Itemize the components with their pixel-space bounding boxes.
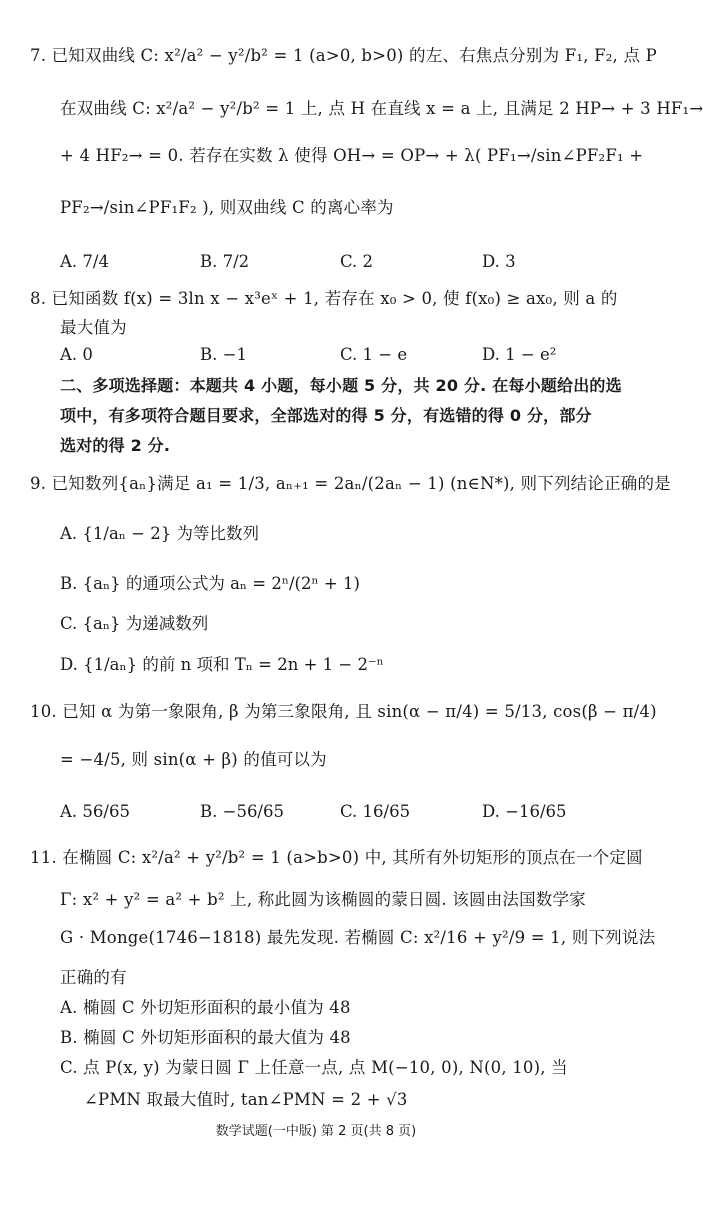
q11-line-1: 11. 在椭圆 C: x²/a² + y²/b² = 1 (a>b>0) 中, 其所有外切矩形的顶点在一个定圆 xyxy=(30,848,643,867)
q10-option-a: A. 56/65 xyxy=(60,802,130,821)
q9-option-a: A. {1/aₙ − 2} 为等比数列 xyxy=(60,524,259,543)
q8-option-d: D. 1 − e² xyxy=(482,345,557,364)
section-2-heading-line-3: 选对的得 2 分. xyxy=(60,436,171,455)
q7-option-a: A. 7/4 xyxy=(60,252,109,271)
q11-line-2: Γ: x² + y² = a² + b² 上, 称此圆为该椭圆的蒙日圆. 该圆由法国数学家 xyxy=(60,890,586,909)
q10-line-2: = −4/5, 则 sin(α + β) 的值可以为 xyxy=(60,750,327,769)
q11-line-3: G · Monge(1746−1818) 最先发现. 若椭圆 C: x²/16 + y²/9 = 1, 则下列说法 xyxy=(60,928,656,947)
q8-option-a: A. 0 xyxy=(60,345,93,364)
q10-line-1: 10. 已知 α 为第一象限角, β 为第三象限角, 且 sin(α − π/4) = 5/13, cos(β − π/4) xyxy=(30,702,657,721)
q8-option-b: B. −1 xyxy=(200,345,247,364)
q10-option-b: B. −56/65 xyxy=(200,802,284,821)
q9-option-d: D. {1/aₙ} 的前 n 项和 Tₙ = 2n + 1 − 2⁻ⁿ xyxy=(60,655,384,674)
q10-option-c: C. 16/65 xyxy=(340,802,411,821)
q8-line-1: 8. 已知函数 f(x) = 3ln x − x³eˣ + 1, 若存在 x₀ > 0, 使 f(x₀) ≥ ax₀, 则 a 的 xyxy=(30,289,618,308)
q7-line-1: 7. 已知双曲线 C: x²/a² − y²/b² = 1 (a>0, b>0) 的左、右焦点分别为 F₁, F₂, 点 P xyxy=(30,46,657,65)
q11-option-c-line-2: ∠PMN 取最大值时, tan∠PMN = 2 + √3 xyxy=(84,1090,408,1109)
q7-option-b: B. 7/2 xyxy=(200,252,250,271)
q7-line-3: + 4 HF₂→ = 0. 若存在实数 λ 使得 OH→ = OP→ + λ( PF₁→/sin∠PF₂F₁ + xyxy=(60,146,644,165)
section-2-heading-line-1: 二、多项选择题：本题共 4 小题，每小题 5 分，共 20 分. 在每小题给出的选 xyxy=(60,376,622,395)
section-2-heading-line-2: 项中，有多项符合题目要求，全部选对的得 5 分，有选错的得 0 分，部分 xyxy=(60,406,592,425)
page-footer: 数学试题(一中版) 第 2 页(共 8 页) xyxy=(215,1124,417,1139)
q11-option-a: A. 椭圆 C 外切矩形面积的最小值为 48 xyxy=(60,998,351,1017)
q11-option-b: B. 椭圆 C 外切矩形面积的最大值为 48 xyxy=(60,1028,351,1047)
q8-option-c: C. 1 − e xyxy=(340,345,408,364)
q9-option-c: C. {aₙ} 为递减数列 xyxy=(60,614,209,633)
q7-line-2: 在双曲线 C: x²/a² − y²/b² = 1 上, 点 H 在直线 x = a 上, 且满足 2 HP→ + 3 HF₁→ xyxy=(60,99,703,118)
q7-line-4: PF₂→/sin∠PF₁F₂ ), 则双曲线 C 的离心率为 xyxy=(60,198,394,217)
q11-option-c-line-1: C. 点 P(x, y) 为蒙日圆 Γ 上任意一点, 点 M(−10, 0), N(0, 10), 当 xyxy=(60,1058,568,1077)
q9-option-b: B. {aₙ} 的通项公式为 aₙ = 2ⁿ/(2ⁿ + 1) xyxy=(60,574,360,593)
q7-option-c: C. 2 xyxy=(340,252,374,271)
q11-line-4: 正确的有 xyxy=(60,968,127,987)
q9-line-1: 9. 已知数列{aₙ}满足 a₁ = 1/3, aₙ₊₁ = 2aₙ/(2aₙ − 1) (n∈N*), 则下列结论正确的是 xyxy=(30,474,671,493)
q10-option-d: D. −16/65 xyxy=(482,802,567,821)
q8-line-2: 最大值为 xyxy=(60,318,127,337)
q7-option-d: D. 3 xyxy=(482,252,516,271)
